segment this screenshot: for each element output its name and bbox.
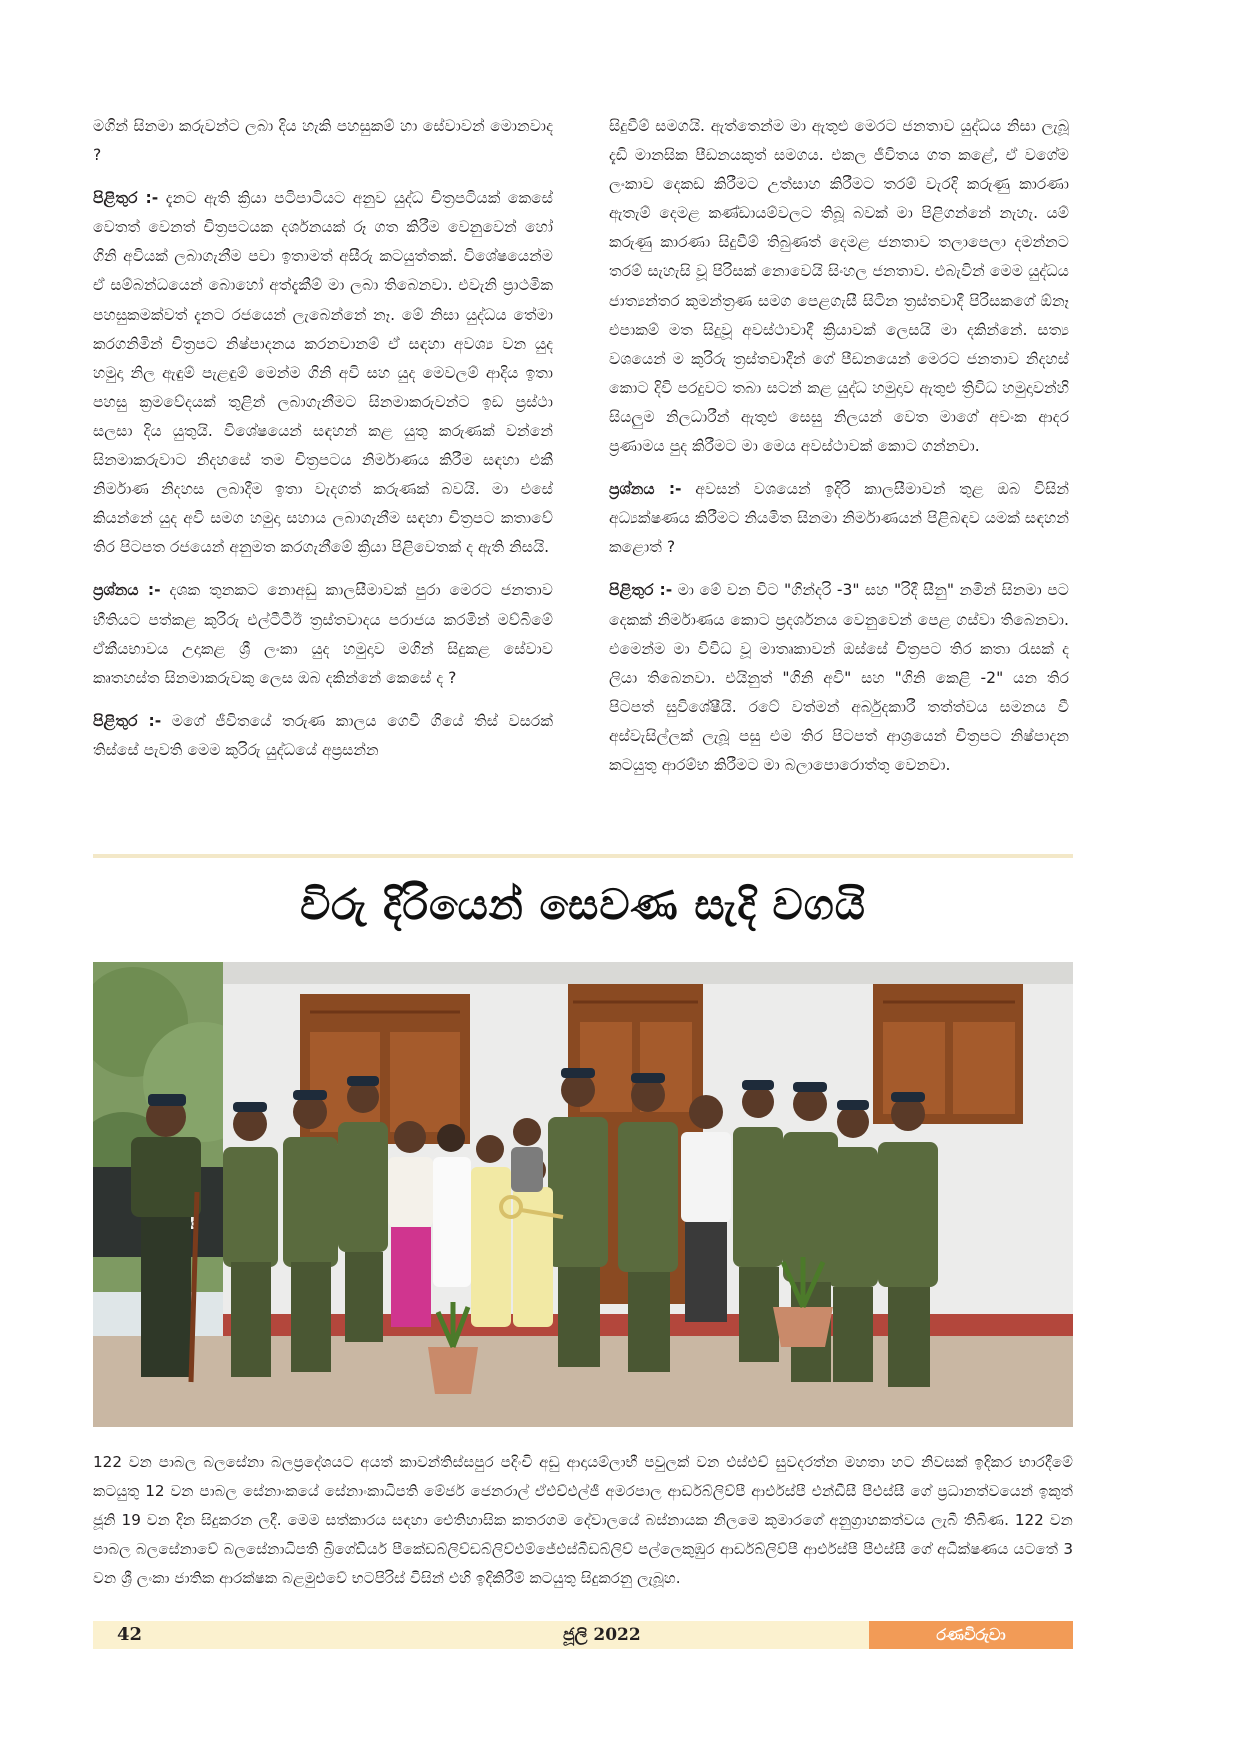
photo-illustration [93, 962, 1073, 1427]
paragraph-text: දශක තුනකට නොඅඩු කාලසීමාවක් පුරා මෙරට ජනතාව භීතියට පත්කළ කුරිරු එල්ටීටීඊ ත්‍රස්තවාදය පරාජය කරමින් මව්බිමේ ඒකීයභාවය උදාකළ ශ්‍රී ලංකා යුද හමුදාව මගින් සිදුකළ සේවාව කෘතහස්ත සිනමාකරුවකු ලෙස ඔබ දකින්නේ කෙසේ ද ? [93, 581, 553, 687]
paragraph-text: මා මේ වන විට "ගින්දරි -3" සහ "රිදී සීනු" නමින් සිනමා පට දෙකක් නිර්මාණය කොට ප්‍රදර්ශනය වෙනුවෙන් පෙළ ගස්වා තිබෙනවා. එමෙන්ම මා විවිධ වූ මාතෘකාවන් ඔස්සේ චිත්‍රපට තිර කතා රැසක් ද ලියා තිබෙනවා. එයිනුත් "ගිනි අවි" සහ "ගිනි කෙළි -2" යන තිර පිටපත් සුවිශේෂීයි. රටේ වත්මන් අර්බුදකාරී තත්ත්වය සමනය වී අස්වැසිල්ලක් ලැබූ පසු එම තිර පිටපත් ආශ්‍රයෙන් චිත්‍රපට නිෂ්පාදන කටයුතු ආරම්භ කිරීමට මා බලාපොරොත්තු වෙනවා. [609, 581, 1069, 774]
answer-label: පිළිතුර :- [609, 581, 673, 600]
paragraph-text: සිදුවීම් සමගයි. ඇත්තෙන්ම මා ඇතුළු මෙරට ජනතාව යුද්ධය නිසා ලැබූ දැඩි මානසික පීඩනයකුත් සමගය. එකල ජීවිතය ගත කළේ, ඒ වගේම ලංකාව දෙකඩ කිරීමට උත්සාහ කිරීමට තරම් වැරදි කරුණු කාරණා ඇතැම් දෙමළ කණ්ඩායම්වලට තිබූ බවක් මා පිළිගන්නේ නැහැ. යම් කරුණු කාරණා සිදුවීම් තිබුණත් දෙමළ ජනතාව තලාපෙලා දමන්නට තරම් සැහැසි වූ පිරිසක් නොවෙයි සිංහල ජනතාව. එබැවින් මෙම යුද්ධය ජාත්‍යන්තර කුමන්ත්‍රණ සමග පෙළගැසී සිටින ත්‍රස්තවාදී පිරිසකගේ ඕනෑ එපාකම් මත සිදුවූ අවස්ථාවාදී ක්‍රියාවක් ලෙසයි මා දකින්නේ. සත්‍ය වශයෙන් ම කුරිරු ත්‍රස්තවාදීන් ගේ පීඩනයෙන් මෙරට ජනතාව නිදහස් කොට දිවි පරදුවට තබා සටන් කළ යුද්ධ හමුදාව ඇතුළු ත්‍රිවිධ හමුදාවන්හි සියලුම නිලධාරීන් ඇතුළු සෙසු නිලයන් වෙත මාගේ අවංක ආදර ප්‍රණාමය පුද කිරීමට මා මෙය අවස්ථාවක් කොට ගන්නවා. [609, 117, 1069, 456]
paragraph [93, 184, 553, 562]
issue-date: ජූලි 2022 [563, 1625, 641, 1645]
window-left [300, 994, 470, 1144]
paragraph [93, 576, 553, 692]
answer-label: පිළිතුර :- [93, 711, 162, 730]
page-footer [93, 1621, 1073, 1649]
answer-label: පිළිතුර :- [93, 189, 159, 208]
article-headline: විරු දිරියෙන් සෙවණ සැදි වගයි [300, 880, 866, 929]
question-label: ප්‍රශ්නය :- [93, 581, 161, 600]
section-divider [93, 854, 1073, 858]
paragraph [609, 576, 1069, 780]
paragraph-text: මගේ ජීවිතයේ තරුණ කාලය ගෙවී ගියේ තිස් වසරක් තිස්සේ පැවති මෙම කුරිරු යුද්ධයේ අප්‍රසන්න [93, 711, 553, 759]
paragraph [93, 707, 553, 765]
photo-caption: 122 වන පාබල බලසේනා බලප්‍රදේශයට අයත් කාවන්තිස්සපුර පදිංචි අඩු ආදායම්ලාභී පවුලක් වන එස්එච් සුවදරත්න මහතා හට නිවසක් ඉදිකර භාරදීමේ කටයුතු 12 වන පාබල සේනාංකයේ සේනාංකාධිපති මේජර් ජෙනරාල් ඒඑච්එල්ජී අමරපාල ආර්ඩබ්ලිව්පී ආර්එස්පී එන්ඩීසී පීඑස්සී ගේ ප්‍රධානත්වයෙන් ඉකුත් ජූනි 19 වන දින සිදුකරන ලදී. මෙම සත්කාරය සඳහා ඓතිහාසික කතරගම දේවාලයේ බස්නායක නිලමෙ කුමාරගේ අනුග්‍රාහකත්වය ලැබී තිබිණ. 122 වන පාබල බලසේනාවේ බලසේනාධිපති බ්‍රිගේඩියර් පීකේඩබ්ලිව්ඩබ්ලිව්එම්ජේඑස්බීඩබ්ලිව් පල්ලෙකුඹුර ආර්ඩබ්ලිව්පී ආර්එස්පී පීඑස්සී ගේ අධීක්ෂණය යටතේ 3 වන ශ්‍රී ලංකා ජාතික ආරක්ෂක බළමුළුවේ භටපිරිස් විසින් එහි ඉදිකිරීම් කටයුතු සිදුකරනු ලැබූහ. [93, 1453, 1073, 1587]
paragraph-text: අවසන් වශයෙන් ඉදිරි කාලසීමාවන් තුළ ඔබ විසින් අධ්‍යක්ෂණය කිරීමට නියමිත සිනමා නිර්මාණයන් පිළිබඳව යමක් සඳහන් කළොත් ? [609, 480, 1069, 557]
paragraph-text: මගින් සිනමා කරුවන්ට ලබා දිය හැකි පහසුකම් හා සේවාවන් මොනවාද ? [93, 117, 553, 165]
question-label: ප්‍රශ්නය :- [609, 480, 682, 499]
paragraph-text: දැනට ඇති ක්‍රියා පටිපාටියට අනුව යුද්ධ චිත්‍රපටියක් කෙසේ වෙතත් වෙනත් චිත්‍රපටයක දර්ශනයක් රූ ගත කිරීම වෙනුවෙන් හෝ ගිනි අවියක් ලබාගැනීම පවා ඉතාමත් අසීරු කටයුත්තක්. විශේෂයෙන්ම ඒ සම්බන්ධයෙන් බොහෝ අත්දැකීම් මා ලබා තිබෙනවා. එවැනි ප්‍රාථමික පහසුකමක්වත් දැනට රජයෙන් ලැබෙන්නේ නෑ. මේ නිසා යුද්ධය තේමා කරගනිමින් චිත්‍රපට නිෂ්පාදනය කරනවානම් ඒ සඳහා අවශ්‍ය වන යුද හමුදා නිල ඇඳුම් පැළඳුම් මෙන්ම ගිනි අවි සහ යුද මෙවලම් ආදිය ඉතා පහසු ක්‍රමවේදයක් තුළින් ලබාගැනීමට සිනමාකරුවන්ට ඉඩ ප්‍රස්ථා සලසා දිය යුතුයි. විශේෂයෙන් සඳහන් කළ යුතු කරුණක් වන්නේ සිනමාකරුවාට නිදහසේ තම චිත්‍රපටය නිර්මාණය කිරීම සඳහා එකී නිර්මාණ නිදහස ලබාදීම ඉතා වැදගත් කරුණක් බවයි. මා එසේ කියන්නේ යුද අවි සමග හමුදා සහාය ලබාගැනීම සඳහා චිත්‍රපට කතාවේ තිර පිටපත රජයෙන් අනුමත කරගැනීමේ ක්‍රියා පිළිවෙතක් ද ඇති නිසයි. [93, 189, 553, 557]
paragraph [93, 112, 553, 170]
magazine-name: රණවිරුවා [936, 1625, 1006, 1644]
left-column [93, 112, 553, 779]
right-column [609, 112, 1069, 794]
group-photo [93, 962, 1073, 1427]
paragraph [609, 475, 1069, 562]
footer-bar [93, 1621, 869, 1649]
page-number: 42 [117, 1624, 143, 1645]
paragraph [609, 112, 1069, 461]
